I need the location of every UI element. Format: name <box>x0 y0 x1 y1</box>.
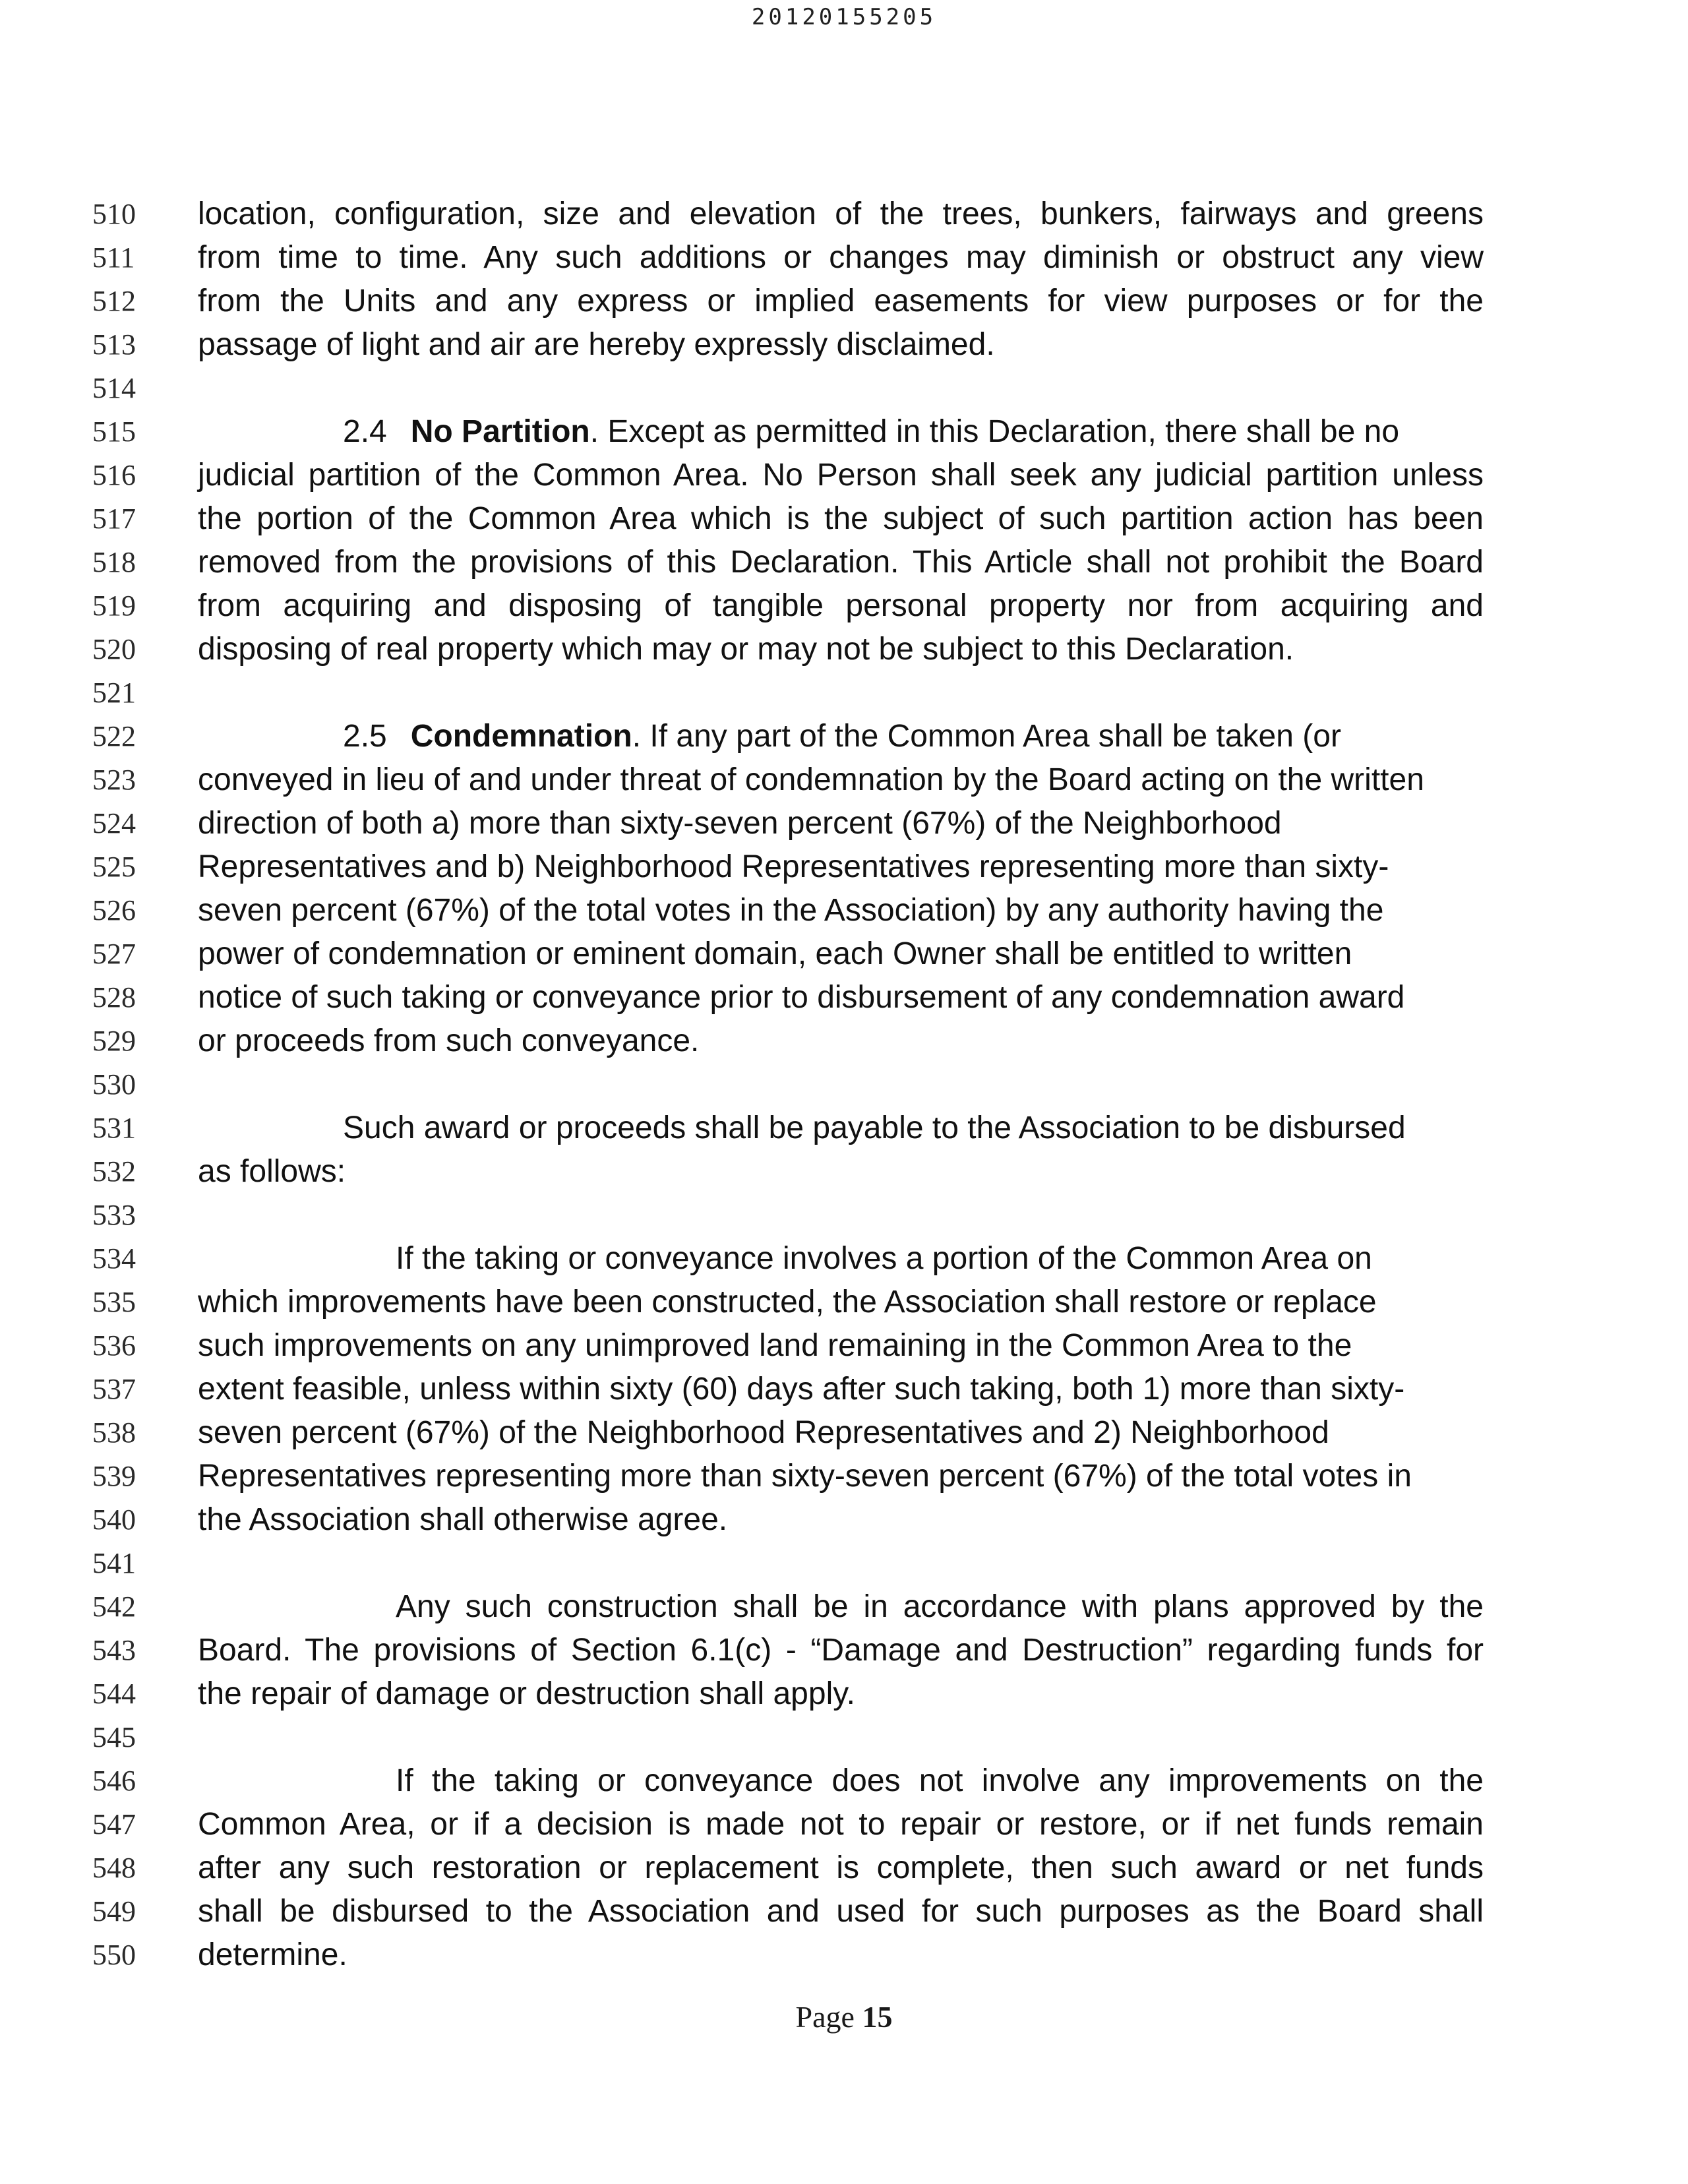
line-text: the repair of damage or destruction shall apply. <box>198 1676 856 1711</box>
section-number: 2.5 <box>343 719 387 754</box>
line-number: 529 <box>92 1025 136 1057</box>
line-text: removed from the provisions of this Declaration. This Article shall not prohibit the Board <box>198 545 1484 580</box>
section-2-5-heading <box>343 715 1341 758</box>
document-number: 20120155205 <box>751 4 937 30</box>
line-number: 535 <box>92 1286 136 1318</box>
line-number: 524 <box>92 807 136 839</box>
line-number: 543 <box>92 1634 136 1666</box>
section-title: No Partition <box>410 414 590 449</box>
page-footer <box>0 1999 1688 2034</box>
line-text: direction of both a) more than sixty-seven percent (67%) of the Neighborhood <box>198 806 1282 841</box>
section-title: Condemnation <box>410 719 632 754</box>
line-number: 531 <box>92 1112 136 1144</box>
line-number: 517 <box>92 502 136 535</box>
section-2-4-heading <box>343 410 1399 454</box>
line-number: 550 <box>92 1939 136 1971</box>
line-number: 532 <box>92 1155 136 1188</box>
line-number: 520 <box>92 633 136 665</box>
line-text: determine. <box>198 1937 347 1972</box>
line-number: 522 <box>92 720 136 752</box>
line-number: 516 <box>92 459 136 491</box>
line-text: Such award or proceeds shall be payable to the Association to be disbursed <box>343 1110 1406 1145</box>
line-number: 514 <box>92 372 136 404</box>
line-text: which improvements have been constructed, the Association shall restore or replace <box>198 1285 1377 1320</box>
line-number: 533 <box>92 1199 136 1231</box>
line-number: 528 <box>92 981 136 1014</box>
line-text: notice of such taking or conveyance prior to disbursement of any condemnation award <box>198 980 1405 1015</box>
line-text: extent feasible, unless within sixty (60) days after such taking, both 1) more than sixty- <box>198 1372 1405 1407</box>
line-text: from acquiring and disposing of tangible personal property nor from acquiring and <box>198 588 1484 623</box>
line-number: 547 <box>92 1808 136 1840</box>
line-number: 511 <box>92 241 135 274</box>
line-number: 525 <box>92 851 136 883</box>
line-text: Representatives and b) Neighborhood Representatives representing more than sixty- <box>198 849 1389 884</box>
line-text: If the taking or conveyance involves a portion of the Common Area on <box>396 1241 1372 1276</box>
line-text: disposing of real property which may or may not be subject to this Declaration. <box>198 632 1294 667</box>
line-text: from time to time. Any such additions or changes may diminish or obstruct any view <box>198 240 1484 275</box>
line-number: 541 <box>92 1547 136 1579</box>
line-text: . If any part of the Common Area shall be taken (or <box>632 719 1341 754</box>
line-text: as follows: <box>198 1154 346 1189</box>
line-text: If the taking or conveyance does not involve any improvements on the <box>396 1763 1484 1798</box>
line-text: location, configuration, size and elevation of the trees, bunkers, fairways and greens <box>198 197 1484 231</box>
line-number: 537 <box>92 1373 136 1405</box>
line-text: the portion of the Common Area which is the subject of such partition action has been <box>198 501 1484 536</box>
page-label: Page <box>795 2000 855 2034</box>
line-number: 536 <box>92 1329 136 1362</box>
line-text: the Association shall otherwise agree. <box>198 1502 728 1537</box>
line-number: 515 <box>92 415 136 448</box>
line-text: judicial partition of the Common Area. No Person shall seek any judicial partition unless <box>198 458 1484 493</box>
line-number: 548 <box>92 1852 136 1884</box>
line-number: 519 <box>92 590 136 622</box>
line-text: Common Area, or if a decision is made not to repair or restore, or if net funds remain <box>198 1807 1484 1842</box>
line-text: seven percent (67%) of the Neighborhood Representatives and 2) Neighborhood <box>198 1415 1329 1450</box>
line-text: Representatives representing more than sixty-seven percent (67%) of the total votes in <box>198 1459 1412 1494</box>
line-number: 512 <box>92 285 136 317</box>
line-number: 539 <box>92 1460 136 1492</box>
line-number: 538 <box>92 1416 136 1449</box>
line-text: seven percent (67%) of the total votes in the Association) by any authority having the <box>198 893 1384 928</box>
line-text: Any such construction shall be in accordance with plans approved by the <box>396 1589 1484 1624</box>
line-text: Board. The provisions of Section 6.1(c) - “Damage and Destruction” regarding funds for <box>198 1633 1484 1668</box>
line-number: 544 <box>92 1678 136 1710</box>
line-number: 526 <box>92 894 136 926</box>
line-text: . Except as permitted in this Declaration, there shall be no <box>589 414 1400 449</box>
line-text: shall be disbursed to the Association and used for such purposes as the Board shall <box>198 1894 1484 1929</box>
line-number: 534 <box>92 1242 136 1275</box>
line-number: 530 <box>92 1068 136 1101</box>
line-text: or proceeds from such conveyance. <box>198 1023 700 1058</box>
line-number: 521 <box>92 677 136 709</box>
line-text: such improvements on any unimproved land remaining in the Common Area to the <box>198 1328 1352 1363</box>
page-number: 15 <box>862 2000 893 2034</box>
line-number: 545 <box>92 1721 136 1753</box>
line-number: 510 <box>92 198 136 230</box>
line-number: 527 <box>92 938 136 970</box>
line-text: power of condemnation or eminent domain, each Owner shall be entitled to written <box>198 936 1352 971</box>
line-text: passage of light and air are hereby expressly disclaimed. <box>198 327 995 362</box>
line-text: after any such restoration or replacement is complete, then such award or net funds <box>198 1850 1484 1885</box>
line-number: 513 <box>92 328 136 361</box>
line-number: 540 <box>92 1503 136 1536</box>
line-text: conveyed in lieu of and under threat of condemnation by the Board acting on the written <box>198 762 1424 797</box>
line-number: 542 <box>92 1591 136 1623</box>
line-text: from the Units and any express or implied easements for view purposes or for the <box>198 284 1484 318</box>
line-number: 549 <box>92 1895 136 1927</box>
line-number: 523 <box>92 764 136 796</box>
line-number: 518 <box>92 546 136 578</box>
line-number: 546 <box>92 1765 136 1797</box>
section-number: 2.4 <box>343 414 387 449</box>
